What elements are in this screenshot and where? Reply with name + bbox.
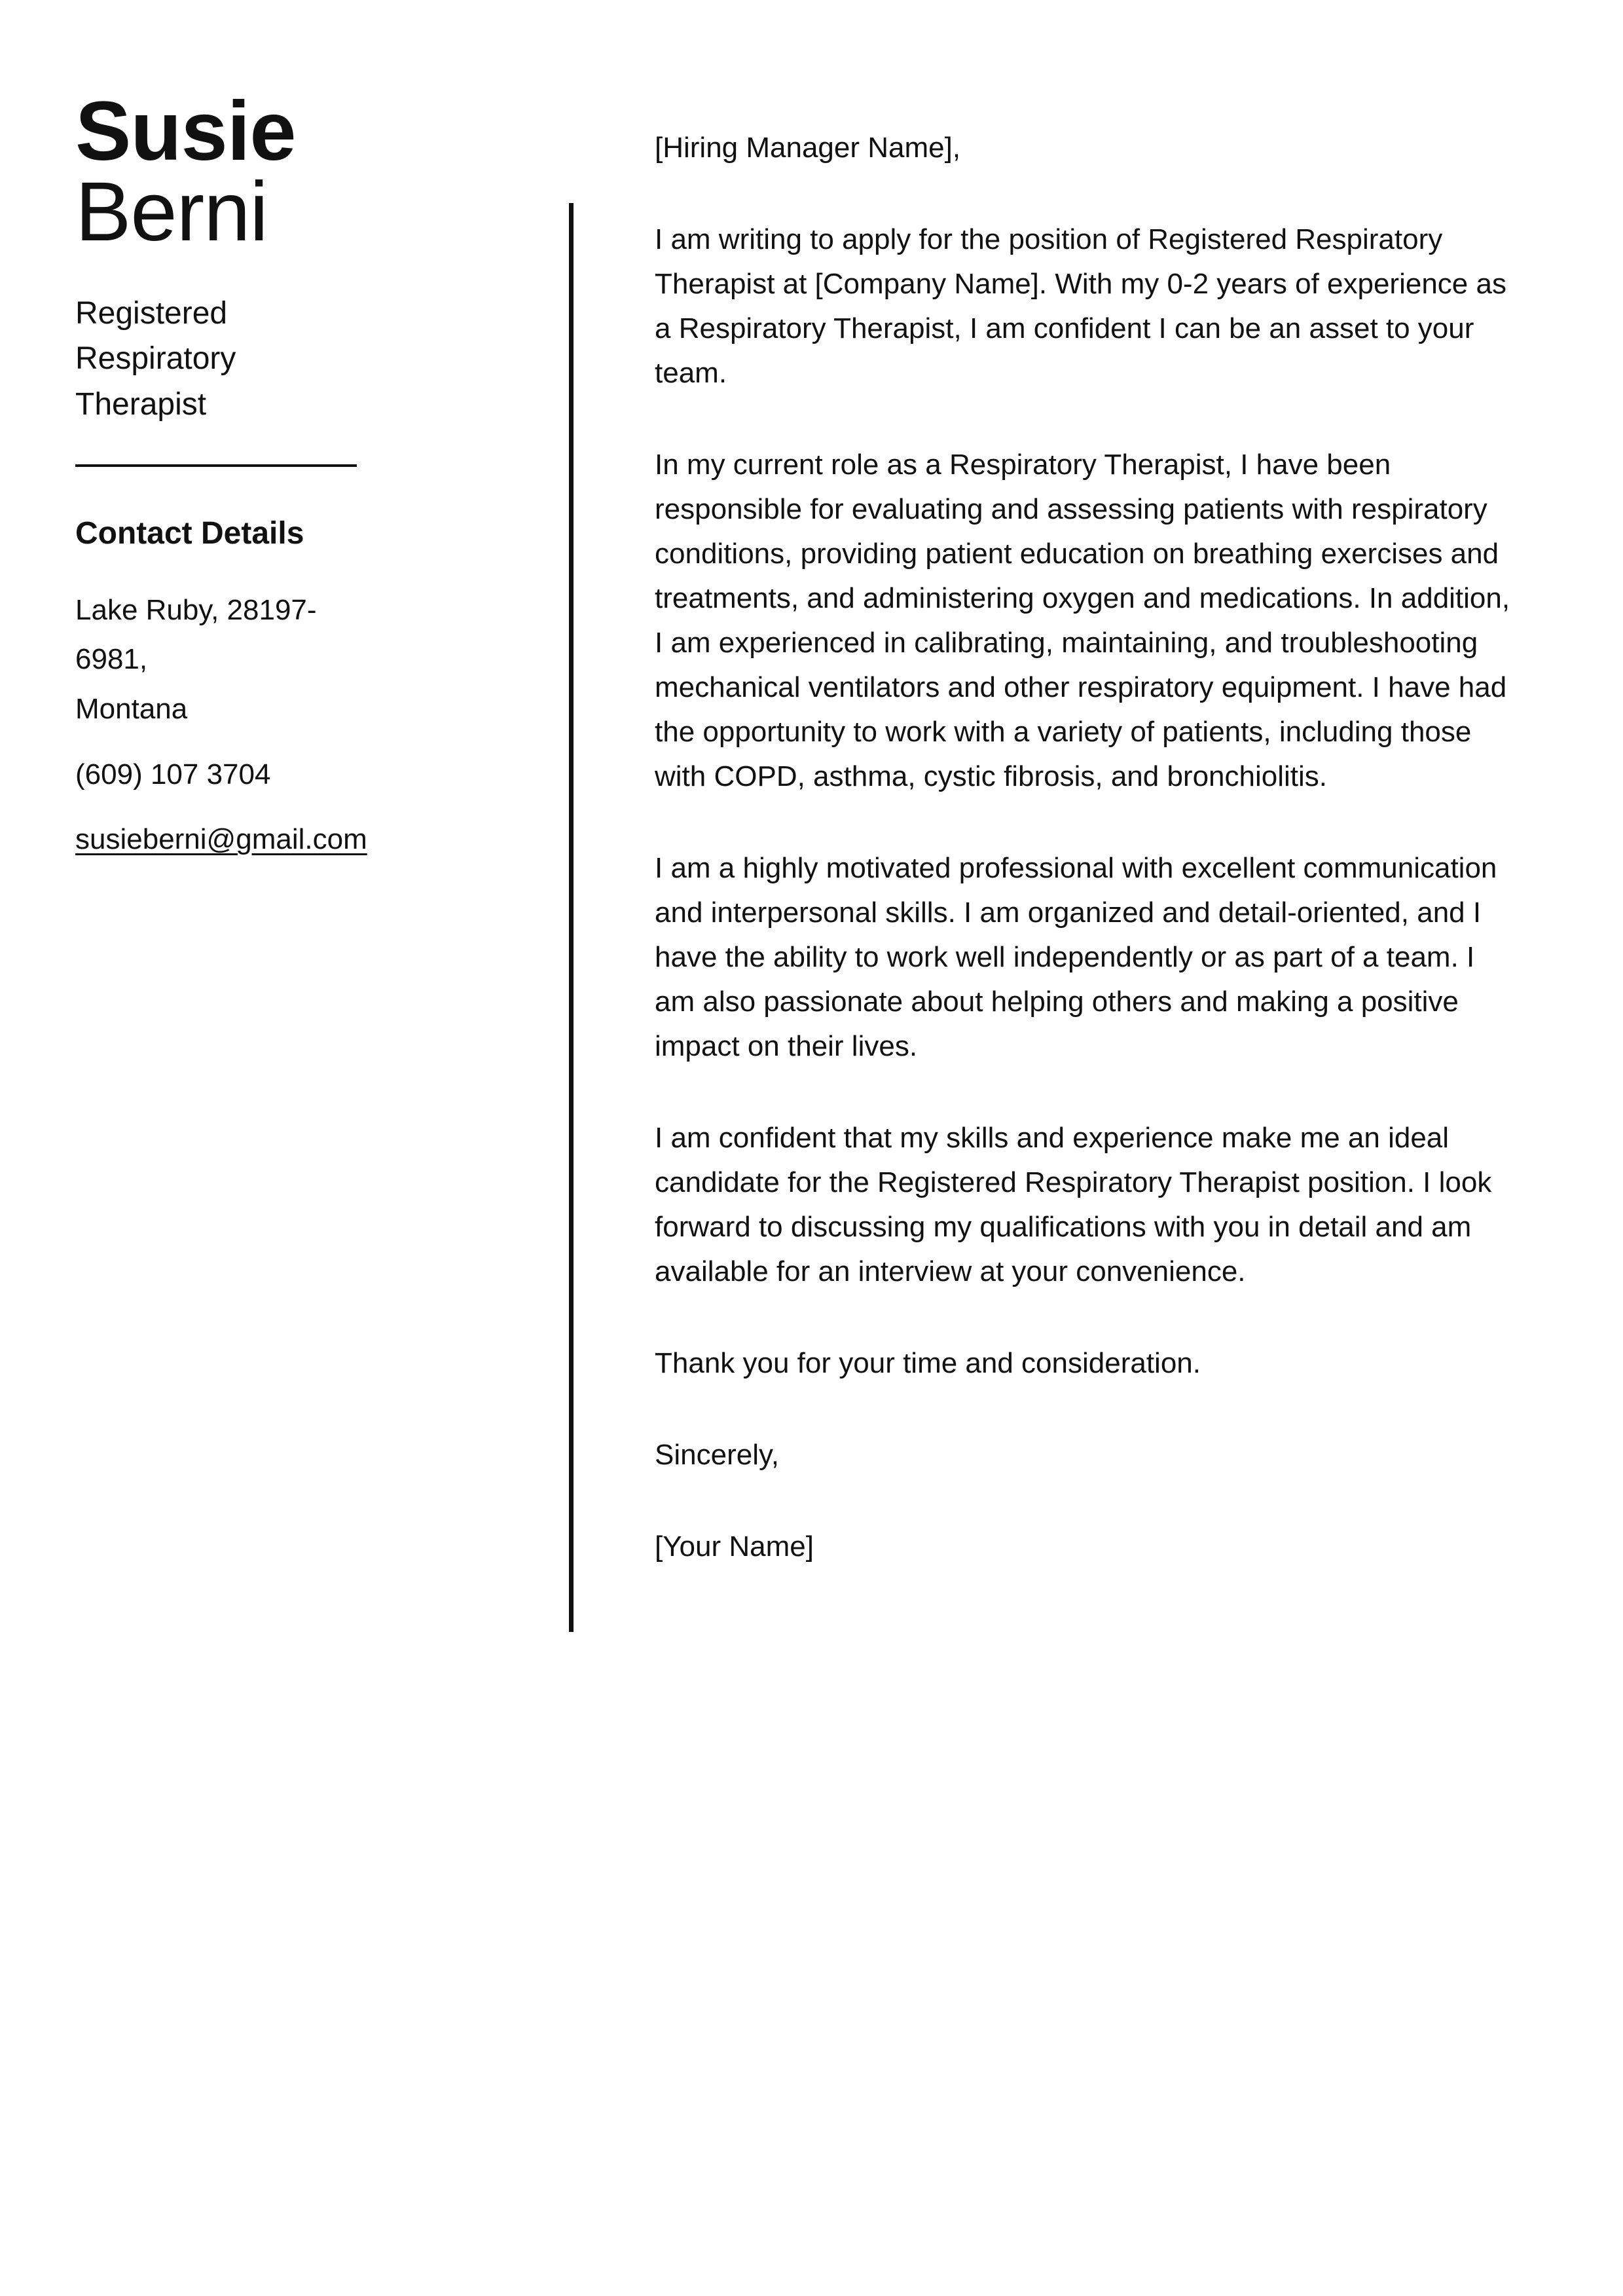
letter-body [655,126,1519,1569]
salutation: [Hiring Manager Name], [655,132,961,164]
address-line-2: Montana [75,692,188,725]
paragraph-3: I am a highly motivated professional with excellent communication and interpersonal skills. I am organized and detail-oriented, and I have the ability to work well independently or as part of a team. I am also passionate about helping others and making a positive impact on their lives. [655,852,1497,1062]
contact-email [75,815,376,864]
sidebar [75,84,376,864]
contact-address [75,585,357,734]
paragraph-2: In my current role as a Respiratory Therapist, I have been responsible for evaluating and assessing patients with respiratory conditions, providing patient education on breathing exercises and treatments, and administering oxygen and medications. In addition, I am experienced in calibrating, maintaining, and troubleshooting mechanical ventilators and other respiratory equipment. I have had the opportunity to work with a variety of patients, including those with COPD, asthma, cystic fibrosis, and bronchiolitis. [655,449,1510,792]
sidebar-divider-line [75,464,357,467]
contact-details-heading: Contact Details [75,515,304,551]
paragraph-4: I am confident that my skills and experience make me an ideal candidate for the Registered Respiratory Therapist position. I look forward to discussing my qualifications with you in detail and am available for an interview at your convenience. [655,1122,1492,1287]
contact-phone: (609) 107 3704 [75,758,271,790]
candidate-first-name: Susie [75,84,296,178]
signature-placeholder: [Your Name] [655,1530,814,1563]
candidate-last-name: Berni [75,164,268,259]
paragraph-1: I am writing to apply for the position of Registered Respiratory Therapist at [Company Name]. With my 0-2 years of experience as a Respiratory Therapist, I am confident I can be an asset to your team. [655,223,1506,389]
candidate-name [75,84,376,259]
job-title: Registered Respiratory Therapist [75,295,236,422]
email-link[interactable]: susieberni@gmail.com [75,823,367,856]
closing-line: Thank you for your time and consideration. [655,1347,1201,1379]
signoff: Sincerely, [655,1439,779,1471]
vertical-divider-line [569,203,574,1632]
address-line-1: Lake Ruby, 28197-6981, [75,593,317,676]
